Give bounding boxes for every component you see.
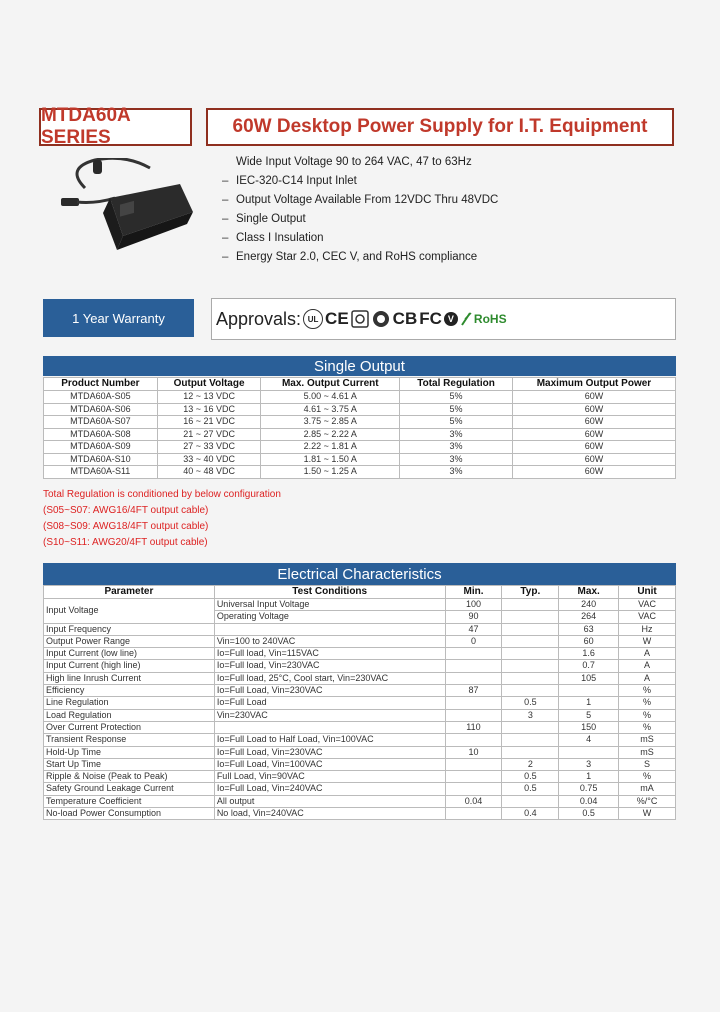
ul-mark-icon: UL — [303, 309, 323, 329]
cell — [445, 734, 502, 746]
cell: 3.75 ~ 2.85 A — [261, 416, 400, 429]
cell: Io=Full Load to Half Load, Vin=100VAC — [214, 734, 445, 746]
fc-mark-icon: FC — [419, 309, 442, 328]
cell: 10 — [445, 746, 502, 758]
table-row — [44, 746, 676, 758]
cell: 60W — [512, 403, 675, 416]
cell: 5.00 ~ 4.61 A — [261, 391, 400, 404]
table-row — [44, 660, 676, 672]
table-row — [44, 416, 676, 429]
feature-item: – Output Voltage Available From 12VDC Thru 48VDC — [222, 194, 499, 206]
electrical-table — [43, 585, 676, 820]
cell — [502, 721, 559, 733]
cell — [502, 795, 559, 807]
table-row — [44, 709, 676, 721]
table-row — [44, 391, 676, 404]
table-header-row — [44, 586, 676, 599]
note-line: (S10~S11: AWG20/4FT output cable) — [43, 537, 208, 548]
cell: 12 ~ 13 VDC — [157, 391, 261, 404]
cell — [445, 808, 502, 820]
cell: Io=Full load, 25°C, Cool start, Vin=230VAC — [214, 672, 445, 684]
electrical-header: Electrical Characteristics — [43, 563, 676, 585]
cell: Input Current (high line) — [44, 660, 215, 672]
cell — [214, 623, 445, 635]
cell: 0.5 — [502, 697, 559, 709]
cell: 105 — [559, 672, 619, 684]
cell: VAC — [619, 599, 676, 611]
cell: 0.4 — [502, 808, 559, 820]
cell — [559, 685, 619, 697]
feature-item: – Single Output — [222, 213, 306, 225]
cell: 5% — [400, 416, 513, 429]
cell: W — [619, 808, 676, 820]
cell: % — [619, 685, 676, 697]
column-header: Maximum Output Power — [512, 378, 675, 391]
approvals-label: Approvals: — [216, 308, 302, 329]
cell: No load, Vin=240VAC — [214, 808, 445, 820]
single-output-header: Single Output — [43, 356, 676, 376]
cell — [214, 721, 445, 733]
column-header: Test Conditions — [214, 586, 445, 599]
recycle-mark-icon — [351, 310, 369, 328]
cell: 150 — [559, 721, 619, 733]
cell: S — [619, 758, 676, 770]
cell: Io=Full Load — [214, 697, 445, 709]
cell: 0.7 — [559, 660, 619, 672]
table-row — [44, 783, 676, 795]
cell: 1.6 — [559, 648, 619, 660]
ce-mark-icon: CE — [325, 309, 349, 328]
cell: 1.50 ~ 1.25 A — [261, 466, 400, 479]
cell: All output — [214, 795, 445, 807]
cell: Io=Full Load, Vin=100VAC — [214, 758, 445, 770]
cell: Over Current Protection — [44, 721, 215, 733]
cell: 87 — [445, 685, 502, 697]
cell: Start Up Time — [44, 758, 215, 770]
column-header: Parameter — [44, 586, 215, 599]
column-header: Total Regulation — [400, 378, 513, 391]
cell — [559, 746, 619, 758]
feature-item: – Class I Insulation — [222, 232, 324, 244]
cell: 40 ~ 48 VDC — [157, 466, 261, 479]
cell — [445, 697, 502, 709]
note-line: (S05~S07: AWG16/4FT output cable) — [43, 505, 209, 516]
cell: 264 — [559, 611, 619, 623]
cell: Io=Full Load, Vin=240VAC — [214, 783, 445, 795]
cell — [445, 709, 502, 721]
cell: % — [619, 697, 676, 709]
feature-item: – IEC-320-C14 Input Inlet — [222, 175, 357, 187]
energy-v-mark-icon: V — [444, 312, 458, 326]
cell: 60 — [559, 635, 619, 647]
cell: W — [619, 635, 676, 647]
table-row — [44, 453, 676, 466]
cell: Vin=100 to 240VAC — [214, 635, 445, 647]
cell: MTDA60A-S08 — [44, 428, 158, 441]
cell: Efficiency — [44, 685, 215, 697]
table-row — [44, 623, 676, 635]
warranty-badge: 1 Year Warranty — [43, 299, 194, 337]
cell: Operating Voltage — [214, 611, 445, 623]
cell: 60W — [512, 416, 675, 429]
cell: 60W — [512, 441, 675, 454]
table-row — [44, 697, 676, 709]
cell: 0.04 — [559, 795, 619, 807]
gs-mark-icon — [371, 310, 391, 328]
cell: MTDA60A-S06 — [44, 403, 158, 416]
cell: Universal Input Voltage — [214, 599, 445, 611]
cell — [445, 783, 502, 795]
cell: Temperature Coefficient — [44, 795, 215, 807]
cell: 90 — [445, 611, 502, 623]
cell: 3 — [559, 758, 619, 770]
cell: 5 — [559, 709, 619, 721]
cell: MTDA60A-S05 — [44, 391, 158, 404]
cell: Input Current (low line) — [44, 648, 215, 660]
cell: 60W — [512, 466, 675, 479]
cell: 60W — [512, 428, 675, 441]
cell: 60W — [512, 391, 675, 404]
table-row — [44, 734, 676, 746]
param-cell: Input Voltage — [44, 599, 215, 624]
series-title: MTDA60A SERIES — [39, 108, 192, 146]
note-line: (S08~S09: AWG18/4FT output cable) — [43, 521, 209, 532]
cell: Safety Ground Leakage Current — [44, 783, 215, 795]
cell: 0 — [445, 635, 502, 647]
cell: Io=Full load, Vin=115VAC — [214, 648, 445, 660]
cell: % — [619, 771, 676, 783]
cell: 0.04 — [445, 795, 502, 807]
cell: 2 — [502, 758, 559, 770]
table-row — [44, 685, 676, 697]
cell: 2.85 ~ 2.22 A — [261, 428, 400, 441]
cell: A — [619, 648, 676, 660]
cb-mark-icon: CB — [392, 309, 418, 328]
cell: 3% — [400, 441, 513, 454]
cell: MTDA60A-S10 — [44, 453, 158, 466]
table-row — [44, 466, 676, 479]
cell: Load Regulation — [44, 709, 215, 721]
table-header-row — [44, 378, 676, 391]
table-row — [44, 758, 676, 770]
cell — [502, 746, 559, 758]
column-header: Max. Output Current — [261, 378, 400, 391]
cell: 21 ~ 27 VDC — [157, 428, 261, 441]
cell: Vin=230VAC — [214, 709, 445, 721]
cell: Output Power Range — [44, 635, 215, 647]
cell — [502, 672, 559, 684]
column-header: Product Number — [44, 378, 158, 391]
cell: 27 ~ 33 VDC — [157, 441, 261, 454]
feature-item: – Energy Star 2.0, CEC V, and RoHS compliance — [222, 251, 478, 263]
cell: MTDA60A-S11 — [44, 466, 158, 479]
cell: Hz — [619, 623, 676, 635]
cell: 240 — [559, 599, 619, 611]
feature-item: Wide Input Voltage 90 to 264 VAC, 47 to 63Hz — [236, 156, 472, 168]
table-row — [44, 721, 676, 733]
cell: 47 — [445, 623, 502, 635]
cell: 60W — [512, 453, 675, 466]
cell: MTDA60A-S09 — [44, 441, 158, 454]
table-row — [44, 771, 676, 783]
cell — [502, 611, 559, 623]
cell: MTDA60A-S07 — [44, 416, 158, 429]
feature-list — [222, 153, 652, 267]
cell: 3% — [400, 466, 513, 479]
column-header: Typ. — [502, 586, 559, 599]
cell: Transient Response — [44, 734, 215, 746]
product-title: 60W Desktop Power Supply for I.T. Equipment — [206, 108, 674, 146]
cell: 1.81 ~ 1.50 A — [261, 453, 400, 466]
cell: VAC — [619, 611, 676, 623]
cell: Line Regulation — [44, 697, 215, 709]
cell: 4.61 ~ 3.75 A — [261, 403, 400, 416]
cell — [502, 623, 559, 635]
cell: 13 ~ 16 VDC — [157, 403, 261, 416]
cell: 0.5 — [502, 771, 559, 783]
cell: 4 — [559, 734, 619, 746]
table-row — [44, 795, 676, 807]
cell: 3 — [502, 709, 559, 721]
cell: Io=Full Load, Vin=230VAC — [214, 746, 445, 758]
cell: No-load Power Consumption — [44, 808, 215, 820]
cell: % — [619, 709, 676, 721]
table-row — [44, 808, 676, 820]
cell: 110 — [445, 721, 502, 733]
table-row — [44, 635, 676, 647]
cell: Hold-Up Time — [44, 746, 215, 758]
rohs-mark-icon: RoHS — [473, 312, 507, 326]
table-row — [44, 428, 676, 441]
cell — [502, 660, 559, 672]
cell: A — [619, 660, 676, 672]
note-line: Total Regulation is conditioned by below configuration — [43, 489, 281, 500]
table-row — [44, 403, 676, 416]
cell: 0.5 — [559, 808, 619, 820]
cell: mA — [619, 783, 676, 795]
regulation-notes — [43, 487, 281, 551]
column-header: Output Voltage — [157, 378, 261, 391]
approvals-box — [211, 298, 676, 340]
cell: A — [619, 672, 676, 684]
cell: High line Inrush Current — [44, 672, 215, 684]
rohs-leaf-icon — [460, 311, 472, 327]
column-header: Unit — [619, 586, 676, 599]
cell: 33 ~ 40 VDC — [157, 453, 261, 466]
cell: 100 — [445, 599, 502, 611]
cell: 5% — [400, 403, 513, 416]
cell: %/°C — [619, 795, 676, 807]
cell: 3% — [400, 453, 513, 466]
cell: 1 — [559, 697, 619, 709]
cell: mS — [619, 734, 676, 746]
cell: 16 ~ 21 VDC — [157, 416, 261, 429]
cell: % — [619, 721, 676, 733]
cell — [502, 635, 559, 647]
cell: 0.5 — [502, 783, 559, 795]
cell: 2.22 ~ 1.81 A — [261, 441, 400, 454]
cell: Input Frequency — [44, 623, 215, 635]
column-header: Min. — [445, 586, 502, 599]
cell: 5% — [400, 391, 513, 404]
cell: mS — [619, 746, 676, 758]
cell — [502, 685, 559, 697]
cell — [445, 660, 502, 672]
cell: 1 — [559, 771, 619, 783]
cell: 3% — [400, 428, 513, 441]
column-header: Max. — [559, 586, 619, 599]
cell: Full Load, Vin=90VAC — [214, 771, 445, 783]
cell — [445, 648, 502, 660]
cell — [445, 771, 502, 783]
cell — [502, 648, 559, 660]
table-row — [44, 648, 676, 660]
single-output-table — [43, 377, 676, 479]
table-row — [44, 441, 676, 454]
power-adapter-image — [55, 158, 195, 258]
cell: 63 — [559, 623, 619, 635]
cell: Io=Full Load, Vin=230VAC — [214, 685, 445, 697]
cell — [445, 758, 502, 770]
cell: Io=Full load, Vin=230VAC — [214, 660, 445, 672]
cell: Ripple & Noise (Peak to Peak) — [44, 771, 215, 783]
table-row — [44, 672, 676, 684]
cell — [502, 734, 559, 746]
cell: 0.75 — [559, 783, 619, 795]
table-row — [44, 599, 676, 611]
cell — [445, 672, 502, 684]
cell — [502, 599, 559, 611]
